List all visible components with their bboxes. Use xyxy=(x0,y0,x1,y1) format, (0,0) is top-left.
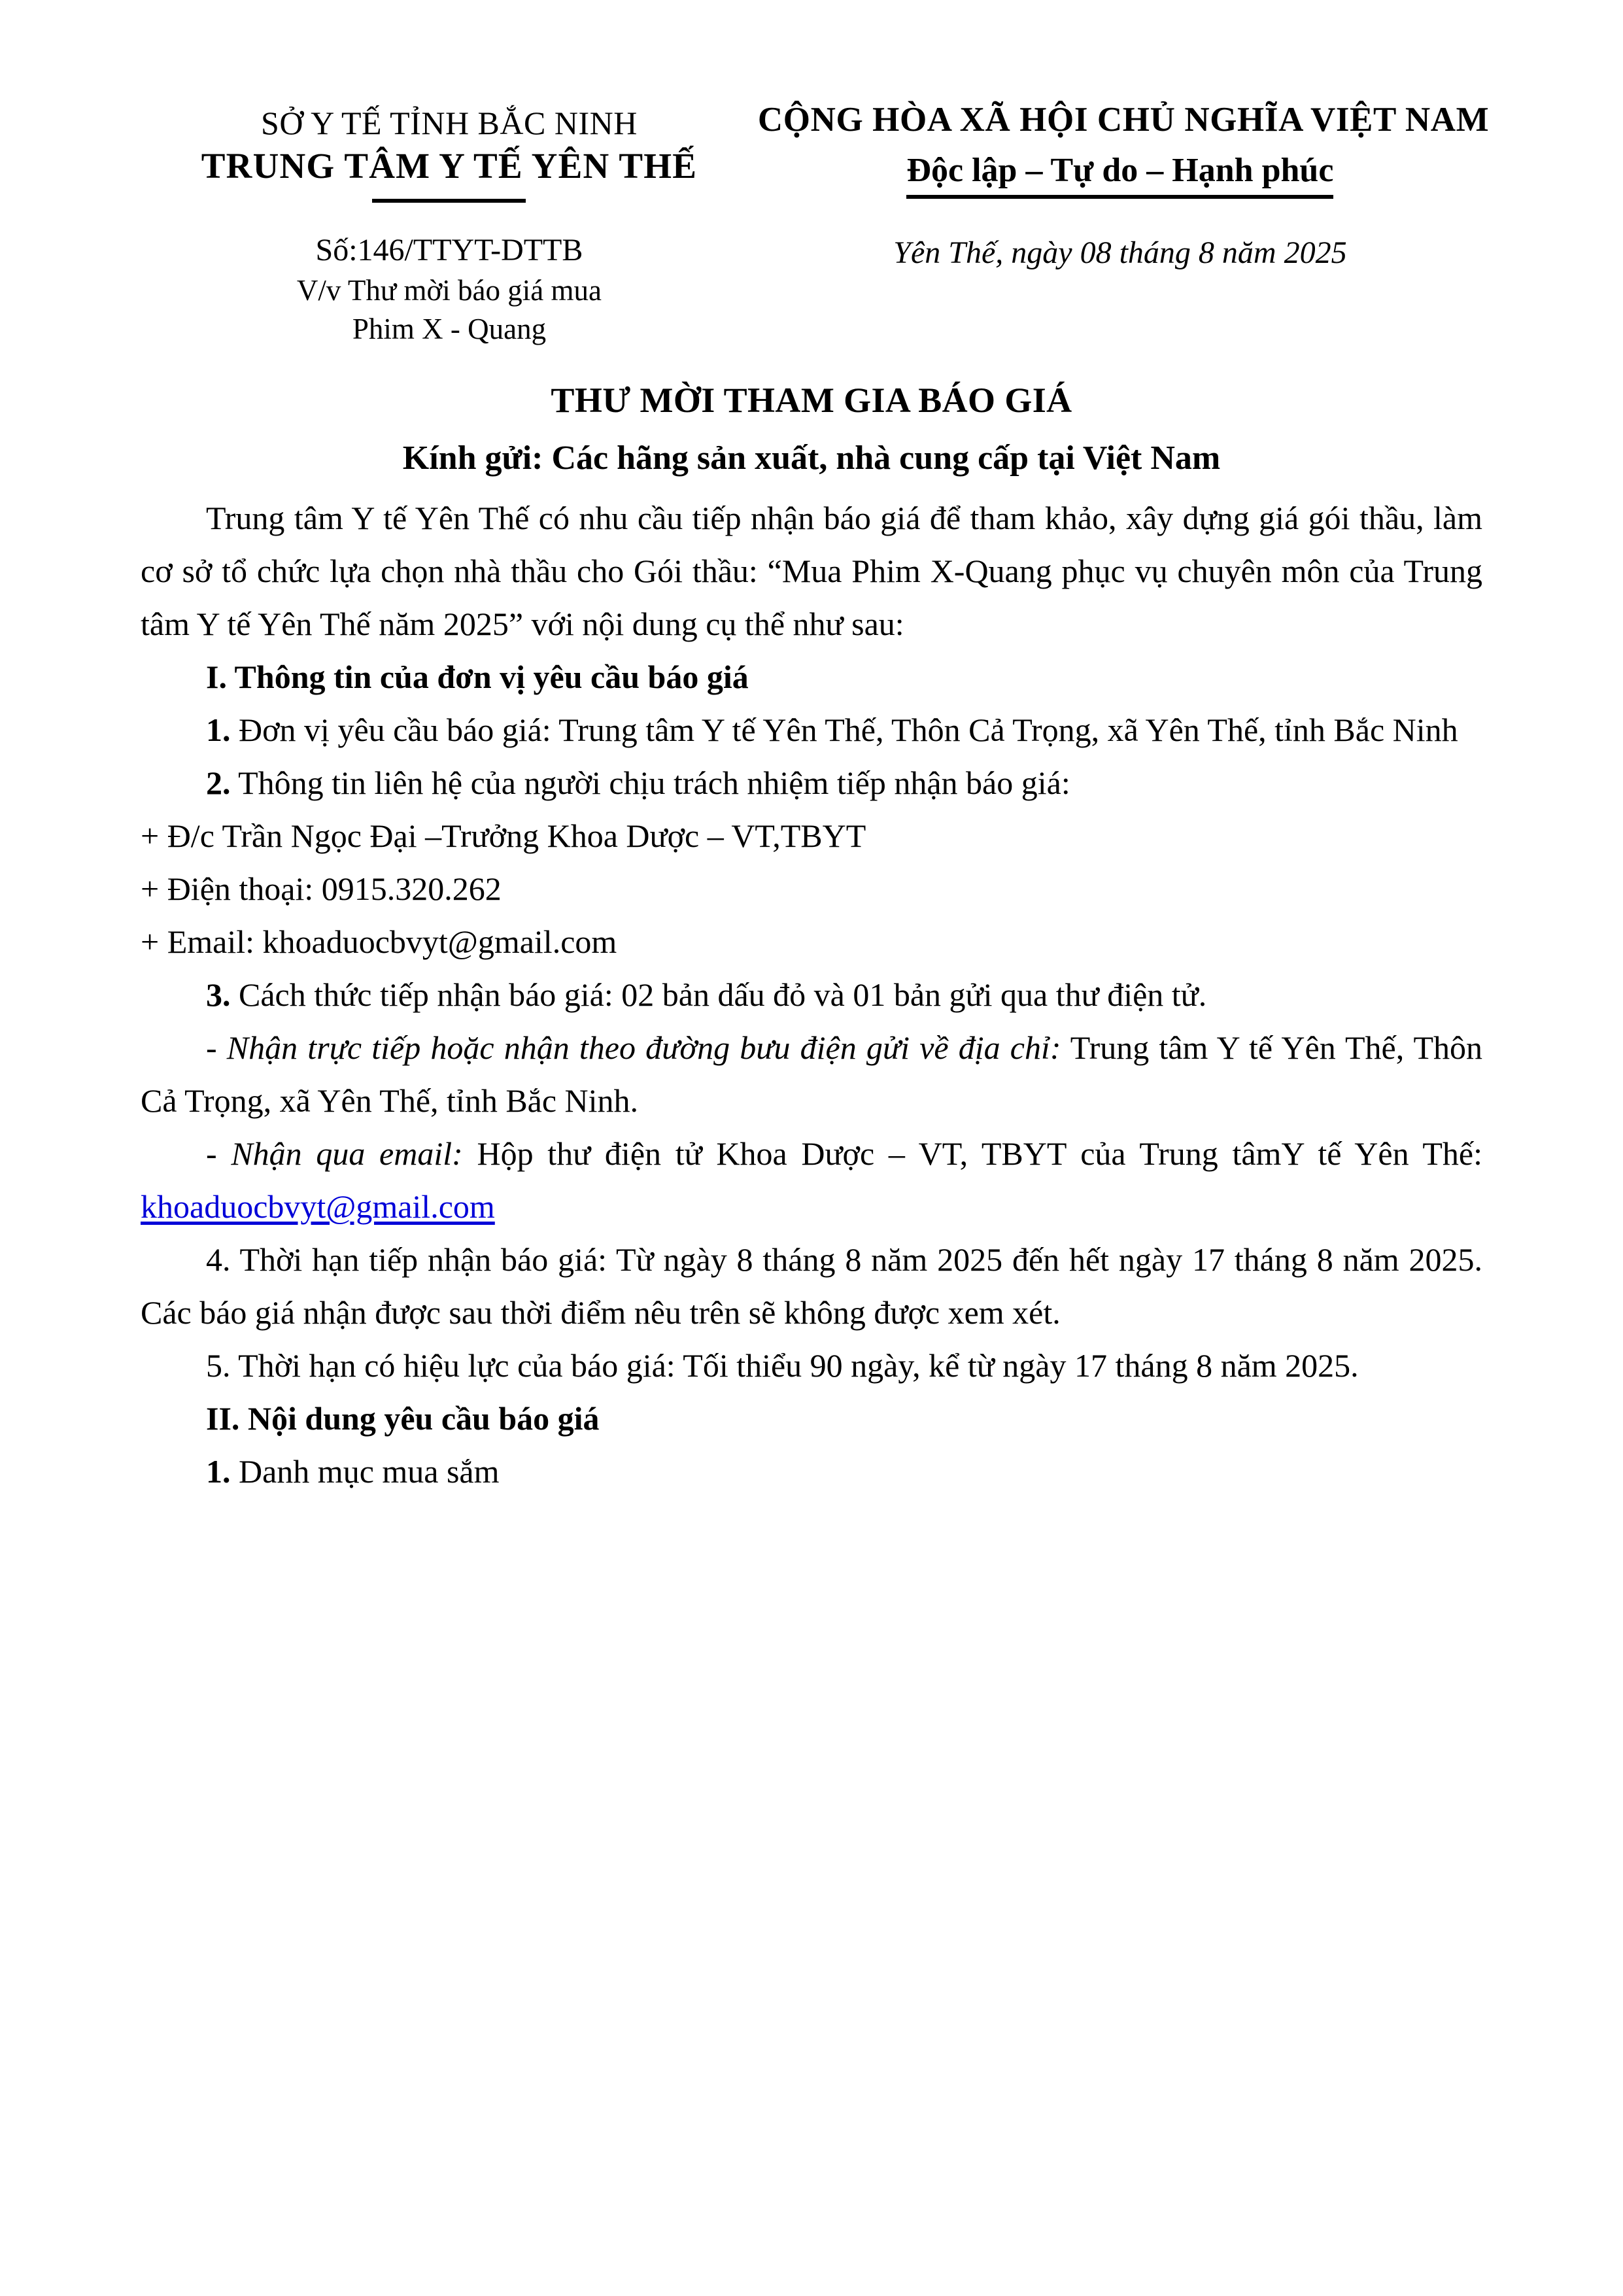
header-divider-rule xyxy=(372,199,526,203)
section-2-item-1-text: Danh mục mua sắm xyxy=(230,1453,500,1490)
item-3b-label: - Nhận qua email: xyxy=(206,1135,463,1173)
section-1-item-3a xyxy=(141,1021,1482,1127)
place-date-block xyxy=(758,230,1482,349)
section-2-item-1-number: 1. xyxy=(206,1453,231,1490)
item-1-text: Đơn vị yêu cầu báo giá: Trung tâm Y tế Yên Thế, Thôn Cả Trọng, xã Yên Thế, tỉnh Bắc Ninh xyxy=(230,711,1458,749)
issuing-organization-block xyxy=(141,98,758,203)
item-3-text: Cách thức tiếp nhận báo giá: 02 bản dấu đỏ và 01 bản gửi qua thư điện tử. xyxy=(230,976,1207,1014)
national-heading-block xyxy=(757,98,1490,199)
document-subject-line-2: Phim X - Quang xyxy=(352,312,547,345)
contact-email-line: + Email: khoaduocbvyt@gmail.com xyxy=(141,923,617,961)
email-link[interactable]: khoaduocbvyt@gmail.com xyxy=(141,1188,495,1225)
section-1-item-4: 4. Thời hạn tiếp nhận báo giá: Từ ngày 8 tháng 8 năm 2025 đến hết ngày 17 tháng 8 năm 2025. Các báo giá nhận được sau thời điểm nêu trên sẽ không được xem xét. xyxy=(141,1241,1482,1331)
section-1-item-2 xyxy=(141,757,1482,810)
intro-paragraph: Trung tâm Y tế Yên Thế có nhu cầu tiếp nhận báo giá để tham khảo, xây dựng giá gói thầu, làm cơ sở tổ chức lựa chọn nhà thầu cho Gói thầu: “Mua Phim X-Quang phục vụ chuyên môn của Trung tâm Y tế Yên Thế năm 2025” với nội dung cụ thể như sau: xyxy=(141,500,1482,643)
section-1-item-1 xyxy=(141,704,1482,757)
place-and-date: Yên Thế, ngày 08 tháng 8 năm 2025 xyxy=(893,235,1347,271)
section-1-item-3 xyxy=(141,968,1482,1021)
section-1-heading: I. Thông tin của đơn vị yêu cầu báo giá xyxy=(206,659,749,696)
page-title: THƯ MỜI THAM GIA BÁO GIÁ xyxy=(551,381,1072,420)
item-3a-value: Trung tâm Y tế Yên Thế, Thôn Cả Trọng, xã Yên Thế, tỉnh Bắc Ninh. xyxy=(141,1029,1483,1120)
national-motto: Độc lập – Tự do – Hạnh phúc xyxy=(906,148,1333,199)
document-number-block xyxy=(141,230,758,349)
document-meta xyxy=(141,230,1482,349)
section-2-heading: II. Nội dung yêu cầu báo giá xyxy=(206,1400,600,1437)
item-3b-value: Hộp thư điện tử Khoa Dược – VT, TBYT của Trung tâmY tế Yên Thế: xyxy=(462,1135,1482,1173)
addressee-line: Kính gửi: Các hãng sản xuất, nhà cung cấp tại Việt Nam xyxy=(402,439,1221,477)
contact-address-line: + Đ/c Trần Ngọc Đại –Trưởng Khoa Dược – VT,TBYT xyxy=(141,817,866,855)
section-1-item-5: 5. Thời hạn có hiệu lực của báo giá: Tối thiểu 90 ngày, kể từ ngày 17 tháng 8 năm 2025. xyxy=(206,1347,1359,1384)
section-2-item-1 xyxy=(141,1445,1482,1498)
item-1-number: 1. xyxy=(206,711,231,749)
organization-name: TRUNG TÂM Y TẾ YÊN THẾ xyxy=(201,146,698,186)
document-number: Số:146/TTYT-DTTB xyxy=(315,233,583,268)
item-3a-label: - Nhận trực tiếp hoặc nhận theo đường bưu điện gửi về địa chỉ: xyxy=(206,1029,1061,1067)
contact-phone-line: + Điện thoại: 0915.320.262 xyxy=(141,870,502,908)
item-2-text: Thông tin liên hệ của người chịu trách nhiệm tiếp nhận báo giá: xyxy=(230,764,1070,802)
document-body xyxy=(141,492,1482,1498)
letterhead xyxy=(141,98,1490,203)
document-subject-line-1: V/v Thư mời báo giá mua xyxy=(296,273,602,307)
department-name: SỞ Y TẾ TỈNH BẮC NINH xyxy=(261,105,638,141)
item-3-number: 3. xyxy=(206,976,231,1014)
country-name: CỘNG HÒA XÃ HỘI CHỦ NGHĨA VIỆT NAM xyxy=(757,101,1490,139)
section-1-item-3b xyxy=(141,1127,1482,1233)
item-2-number: 2. xyxy=(206,764,231,802)
